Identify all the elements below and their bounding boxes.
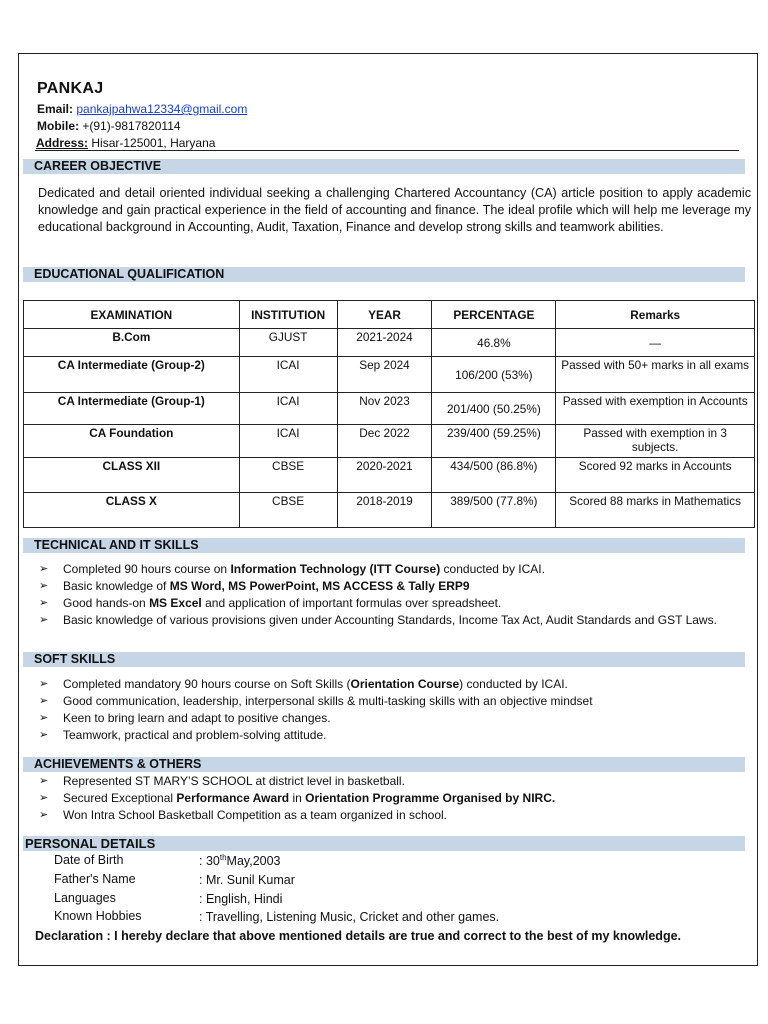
section-heading: CAREER OBJECTIVE <box>34 159 162 173</box>
cell-institution: CBSE <box>239 458 337 493</box>
table-row <box>24 458 755 493</box>
cell-remarks: Passed with 50+ marks in all exams <box>556 357 755 393</box>
list-item: ➢ Secured Exceptional Performance Award in Orientation Programme Organised by NIRC. <box>39 791 556 805</box>
cell-percentage: 46.8% <box>432 329 556 357</box>
list-item: ➢ Represented ST MARY’S SCHOOL at district level in basketball. <box>39 774 405 788</box>
section-bar-career <box>23 159 745 174</box>
cell-year: Dec 2022 <box>337 425 432 458</box>
cell-remarks: — <box>556 329 755 357</box>
languages-label: Languages <box>54 891 116 905</box>
candidate-name: PANKAJ <box>37 80 104 97</box>
address-value: Hisar-125001, Haryana <box>91 136 216 150</box>
list-item: ➢ Good communication, leadership, interpersonal skills & multi-tasking skills with an objective mindset <box>39 694 593 708</box>
address-line <box>36 136 215 150</box>
cell-remarks: Passed with exemption in 3 subjects. <box>556 425 755 458</box>
table-row <box>24 393 755 425</box>
section-heading: TECHNICAL AND IT SKILLS <box>34 538 199 552</box>
soft-skills-list <box>39 676 729 744</box>
address-label: Address: <box>36 136 89 150</box>
column-header: YEAR <box>337 301 432 329</box>
email-line <box>37 102 247 116</box>
cell-institution: ICAI <box>239 425 337 458</box>
mobile-value: +(91)-9817820114 <box>82 119 181 133</box>
table-row <box>24 493 755 528</box>
arrow-bullet-icon: ➢ <box>39 614 49 626</box>
cell-exam: CA Intermediate (Group-1) <box>24 393 240 425</box>
table-row <box>24 357 755 393</box>
list-item: ➢ Completed 90 hours course on Information Technology (ITT Course) conducted by ICAI. <box>39 562 545 576</box>
cell-exam: CLASS XII <box>24 458 240 493</box>
cell-year: 2020-2021 <box>337 458 432 493</box>
cell-institution: ICAI <box>239 357 337 393</box>
email-link[interactable]: pankajpahwa12334@gmail.com <box>76 102 248 116</box>
section-heading: SOFT SKILLS <box>34 652 116 666</box>
arrow-bullet-icon: ➢ <box>39 597 49 609</box>
arrow-bullet-icon: ➢ <box>39 775 49 787</box>
father-value: : Mr. Sunil Kumar <box>199 873 295 887</box>
hobbies-value: : Travelling, Listening Music, Cricket and other games. <box>199 910 500 924</box>
list-item: ➢ Basic knowledge of MS Word, MS PowerPoint, MS ACCESS & Tally ERP9 <box>39 579 470 593</box>
cell-year: Sep 2024 <box>337 357 432 393</box>
email-label: Email: <box>37 102 74 116</box>
cell-year: Nov 2023 <box>337 393 432 425</box>
cell-year: 2018-2019 <box>337 493 432 528</box>
dob-value: : 30thMay,2003 <box>199 853 281 869</box>
section-heading: PERSONAL DETAILS <box>25 836 156 851</box>
cell-percentage: 201/400 (50.25%) <box>432 393 556 425</box>
section-heading: ACHIEVEMENTS & OTHERS <box>34 757 202 771</box>
arrow-bullet-icon: ➢ <box>39 809 49 821</box>
column-header: EXAMINATION <box>24 301 240 329</box>
declaration: Declaration : I hereby declare that above mentioned details are true and correct to the best of my knowledge. <box>35 929 682 943</box>
mobile-line <box>37 119 181 133</box>
cell-institution: CBSE <box>239 493 337 528</box>
cell-exam: CLASS X <box>24 493 240 528</box>
section-bar-technical <box>23 538 745 553</box>
list-item: ➢ Keen to bring learn and adapt to positive changes. <box>39 711 331 725</box>
cell-percentage: 239/400 (59.25%) <box>432 425 556 458</box>
achievements-list <box>39 773 729 824</box>
cell-exam: CA Intermediate (Group-2) <box>24 357 240 393</box>
dob-label: Date of Birth <box>54 853 124 867</box>
cell-exam: B.Com <box>24 329 240 357</box>
table-row <box>24 329 755 357</box>
arrow-bullet-icon: ➢ <box>39 729 49 741</box>
hobbies-label: Known Hobbies <box>54 909 142 923</box>
cell-remarks: Scored 88 marks in Mathematics <box>556 493 755 528</box>
arrow-bullet-icon: ➢ <box>39 678 49 690</box>
arrow-bullet-icon: ➢ <box>39 580 49 592</box>
mobile-label: Mobile: <box>37 119 79 133</box>
list-item: ➢ Completed mandatory 90 hours course on Soft Skills (Orientation Course) conducted by ICAI. <box>39 677 568 691</box>
cell-remarks: Passed with exemption in Accounts <box>556 393 755 425</box>
cell-percentage: 389/500 (77.8%) <box>432 493 556 528</box>
header-divider <box>35 150 739 151</box>
languages-value: : English, Hindi <box>199 892 283 906</box>
list-item: ➢ Good hands-on MS Excel and application of important formulas over spreadsheet. <box>39 596 502 610</box>
table-header-row <box>24 301 755 329</box>
arrow-bullet-icon: ➢ <box>39 695 49 707</box>
technical-skills-list <box>39 561 729 629</box>
cell-year: 2021-2024 <box>337 329 432 357</box>
arrow-bullet-icon: ➢ <box>39 792 49 804</box>
resume-page <box>18 53 758 966</box>
section-bar-personal <box>23 836 745 851</box>
cell-exam: CA Foundation <box>24 425 240 458</box>
section-bar-achievements <box>23 757 745 772</box>
cell-percentage: 106/200 (53%) <box>432 357 556 393</box>
column-header: INSTITUTION <box>239 301 337 329</box>
father-label: Father's Name <box>54 872 136 886</box>
education-table <box>23 300 755 528</box>
cell-remarks: Scored 92 marks in Accounts <box>556 458 755 493</box>
column-header: PERCENTAGE <box>432 301 556 329</box>
section-bar-education <box>23 267 745 282</box>
arrow-bullet-icon: ➢ <box>39 563 49 575</box>
list-item: ➢ Won Intra School Basketball Competition as a team organized in school. <box>39 808 447 822</box>
section-bar-soft <box>23 652 745 667</box>
arrow-bullet-icon: ➢ <box>39 712 49 724</box>
list-item: ➢ Teamwork, practical and problem-solving attitude. <box>39 728 327 742</box>
career-objective-text: Dedicated and detail oriented individual seeking a challenging Chartered Accountancy (CA) article position to apply academic knowledge and gain practical experience in the field of accounting and finance. The ideal profile which will help me leverage my educational background in Accounting, Audit, Taxation, Finance and develop strong skills and teamwork abilities. <box>38 186 751 234</box>
list-item: ➢ Basic knowledge of various provisions given under Accounting Standards, Income Tax Act, Audit Standards and GST Laws. <box>39 613 717 627</box>
section-heading: EDUCATIONAL QUALIFICATION <box>34 267 225 281</box>
cell-percentage: 434/500 (86.8%) <box>432 458 556 493</box>
cell-institution: GJUST <box>239 329 337 357</box>
table-row <box>24 425 755 458</box>
column-header: Remarks <box>556 301 755 329</box>
cell-institution: ICAI <box>239 393 337 425</box>
